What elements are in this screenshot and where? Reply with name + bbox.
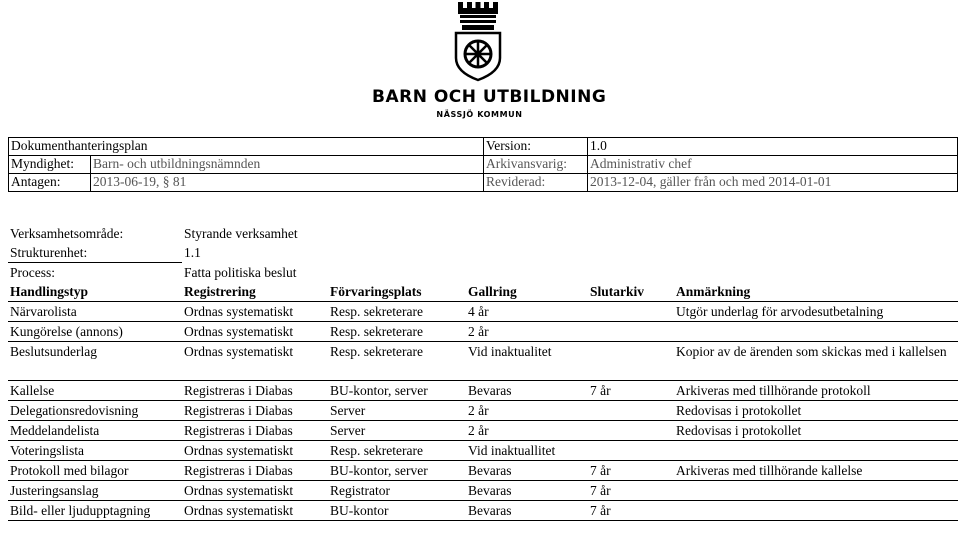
- cell-handlingstyp: Beslutsunderlag: [8, 342, 182, 381]
- cell-registrering: Registreras i Diabas: [182, 421, 328, 441]
- area-value: Styrande verksamhet: [184, 226, 298, 241]
- cell-gallring: Bevaras: [466, 501, 588, 521]
- scope-row-process: [8, 263, 958, 283]
- cell-gallring: Bevaras: [466, 381, 588, 401]
- header-row-title: [9, 138, 958, 156]
- cell-handlingstyp: Protokoll med bilagor: [8, 461, 182, 481]
- cell-forvaringsplats: Server: [328, 401, 466, 421]
- cell-anmarkning: Arkiveras med tillhörande kallelse: [674, 461, 958, 481]
- cell-forvaringsplats: Resp. sekreterare: [328, 441, 466, 461]
- col-registrering: Registrering: [182, 282, 328, 302]
- adopted-value: 2013-06-19, § 81: [91, 174, 484, 192]
- cell-anmarkning: [674, 441, 958, 461]
- cell-registrering: Registreras i Diabas: [182, 381, 328, 401]
- cell-registrering: Registreras i Diabas: [182, 461, 328, 481]
- cell-registrering: Ordnas systematiskt: [182, 342, 328, 381]
- cell-slutarkiv: 7 år: [588, 481, 674, 501]
- cell-handlingstyp: Meddelandelista: [8, 421, 182, 441]
- cell-registrering: Ordnas systematiskt: [182, 322, 328, 342]
- version-label: Version:: [484, 138, 588, 156]
- revised-value: 2013-12-04, gäller från och med 2014-01-01: [588, 174, 958, 192]
- cell-anmarkning: [674, 481, 958, 501]
- table-row: [8, 501, 958, 521]
- cell-slutarkiv: 7 år: [588, 501, 674, 521]
- archive-label: Arkivansvarig:: [484, 156, 588, 174]
- cell-slutarkiv: 7 år: [588, 461, 674, 481]
- cell-registrering: Ordnas systematiskt: [182, 501, 328, 521]
- cell-registrering: Ordnas systematiskt: [182, 481, 328, 501]
- unit-label: Strukturenhet:: [8, 243, 182, 263]
- version-value: 1.0: [588, 138, 958, 156]
- archive-value: Administrativ chef: [588, 156, 958, 174]
- cell-handlingstyp: Närvarolista: [8, 302, 182, 322]
- cell-anmarkning: Redovisas i protokollet: [674, 401, 958, 421]
- cell-gallring: 2 år: [466, 421, 588, 441]
- table-row: [8, 441, 958, 461]
- scope-row-area: [8, 224, 958, 243]
- cell-gallring: 4 år: [466, 302, 588, 322]
- cell-forvaringsplats: Server: [328, 421, 466, 441]
- header-row-authority: [9, 156, 958, 174]
- table-row: [8, 401, 958, 421]
- col-forvaringsplats: Förvaringsplats: [328, 282, 466, 302]
- cell-slutarkiv: [588, 302, 674, 322]
- cell-gallring: Bevaras: [466, 481, 588, 501]
- table-row: [8, 481, 958, 501]
- scope-row-unit: [8, 243, 958, 263]
- cell-forvaringsplats: Resp. sekreterare: [328, 302, 466, 322]
- cell-slutarkiv: 7 år: [588, 381, 674, 401]
- cell-gallring: Bevaras: [466, 461, 588, 481]
- cell-slutarkiv: [588, 322, 674, 342]
- cell-anmarkning: Utgör underlag för arvodesutbetalning: [674, 302, 958, 322]
- table-row: [8, 381, 958, 401]
- table-row: [8, 322, 958, 342]
- cell-forvaringsplats: BU-kontor, server: [328, 461, 466, 481]
- cell-slutarkiv: [588, 401, 674, 421]
- document-header-table: [8, 137, 958, 192]
- cell-anmarkning: Kopior av de ärenden som skickas med i kallelsen: [674, 342, 958, 381]
- cell-gallring: 2 år: [466, 401, 588, 421]
- column-header-row: [8, 282, 958, 302]
- cell-handlingstyp: Bild- eller ljudupptagning: [8, 501, 182, 521]
- cell-slutarkiv: [588, 342, 674, 381]
- cell-slutarkiv: [588, 421, 674, 441]
- table-row: [8, 342, 958, 381]
- cell-forvaringsplats: Resp. sekreterare: [328, 342, 466, 381]
- cell-handlingstyp: Voteringslista: [8, 441, 182, 461]
- col-slutarkiv: Slutarkiv: [588, 282, 674, 302]
- table-row: [8, 302, 958, 322]
- table-row: [8, 461, 958, 481]
- cell-forvaringsplats: BU-kontor: [328, 501, 466, 521]
- col-gallring: Gallring: [466, 282, 588, 302]
- cell-anmarkning: Redovisas i protokollet: [674, 421, 958, 441]
- doc-title: Dokumenthanteringsplan: [9, 138, 484, 156]
- cell-registrering: Ordnas systematiskt: [182, 302, 328, 322]
- area-label: Verksamhetsområde:: [10, 226, 124, 241]
- cell-registrering: Ordnas systematiskt: [182, 441, 328, 461]
- cell-gallring: Vid inaktuallitet: [466, 441, 588, 461]
- revised-label: Reviderad:: [484, 174, 588, 192]
- cell-gallring: Vid inaktualitet: [466, 342, 588, 381]
- cell-anmarkning: [674, 322, 958, 342]
- cell-forvaringsplats: BU-kontor, server: [328, 381, 466, 401]
- org-name: BARN OCH UTBILDNING: [372, 87, 607, 107]
- cell-handlingstyp: Kungörelse (annons): [8, 322, 182, 342]
- unit-value: 1.1: [184, 245, 201, 260]
- municipality-name: NÄSSJÖ KOMMUN: [436, 110, 523, 119]
- cell-registrering: Registreras i Diabas: [182, 401, 328, 421]
- table-row: [8, 421, 958, 441]
- cell-handlingstyp: Justeringsanslag: [8, 481, 182, 501]
- municipal-crest-logo: [452, 0, 504, 82]
- authority-value: Barn- och utbildningsnämnden: [91, 156, 484, 174]
- process-label: Process:: [10, 265, 55, 280]
- cell-anmarkning: [674, 501, 958, 521]
- cell-anmarkning: Arkiveras med tillhörande protokoll: [674, 381, 958, 401]
- cell-handlingstyp: Kallelse: [8, 381, 182, 401]
- header-row-adopted: [9, 174, 958, 192]
- cell-forvaringsplats: Registrator: [328, 481, 466, 501]
- document-plan-table: [8, 224, 958, 521]
- col-anmarkning: Anmärkning: [674, 282, 958, 302]
- col-handlingstyp: Handlingstyp: [8, 282, 182, 302]
- cell-slutarkiv: [588, 441, 674, 461]
- process-value: Fatta politiska beslut: [184, 264, 297, 280]
- cell-gallring: 2 år: [466, 322, 588, 342]
- cell-handlingstyp: Delegationsredovisning: [8, 401, 182, 421]
- cell-forvaringsplats: Resp. sekreterare: [328, 322, 466, 342]
- adopted-label: Antagen:: [9, 174, 91, 192]
- authority-label: Myndighet:: [9, 156, 91, 174]
